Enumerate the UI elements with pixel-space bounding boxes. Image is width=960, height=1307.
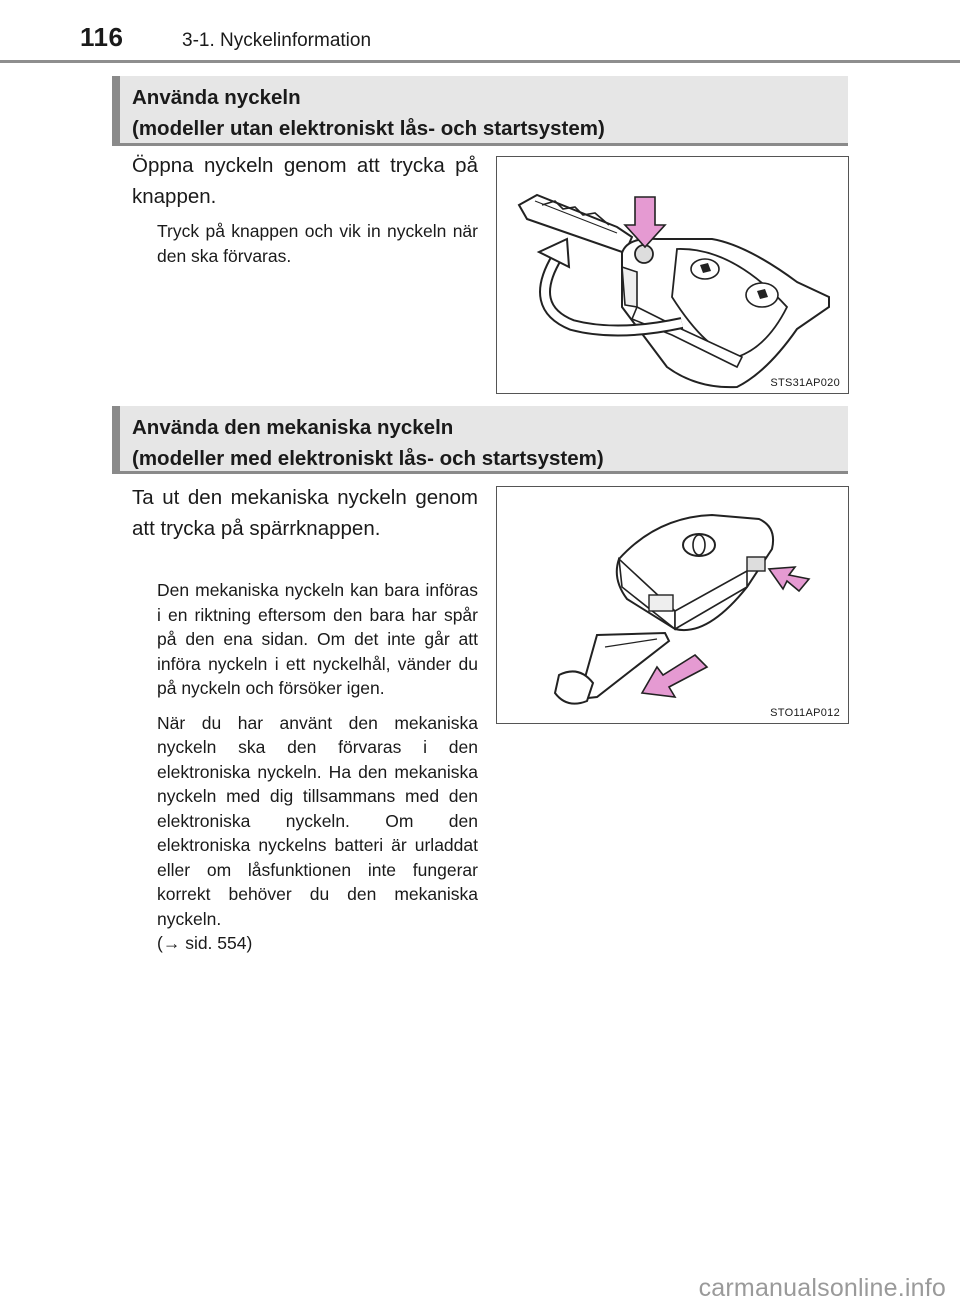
press-arrow-icon — [769, 567, 809, 591]
figure-fold-key — [496, 156, 849, 394]
section-heading-line2: (modeller med elektroniskt lås- och startsystem) — [132, 447, 604, 470]
pull-arrow-icon — [642, 655, 707, 697]
section-heading-use-key — [112, 76, 848, 146]
page-number: 116 — [80, 22, 124, 52]
section1-body: Tryck på knappen och vik in nyckeln när den ska förvaras. — [157, 221, 478, 266]
section1-lead: Öppna nyckeln genom att trycka på knappen. — [132, 154, 478, 208]
figure-code: STO11AP012 — [770, 707, 840, 719]
section2-lead: Ta ut den mekaniska nyckeln genom att trycka på spärrknappen. — [132, 486, 478, 540]
fold-key-illustration — [497, 157, 848, 393]
smart-key-illustration — [497, 487, 848, 723]
section2-paragraph-1: Den mekaniska nyckeln kan bara införas i en riktning eftersom den bara har spår på den ena sidan. Om det inte går att införa nyckeln i ett nyckelhål, vänder du på nyckeln och försöker igen. — [157, 580, 478, 698]
header-rule — [0, 60, 960, 63]
section2-paragraph-3: (→ sid. 554) — [157, 933, 253, 953]
section2-body — [157, 578, 478, 956]
section-heading-line1: Använda den mekaniska nyckeln — [132, 416, 454, 439]
figure-smart-key — [496, 486, 849, 724]
section-heading-line1: Använda nyckeln — [132, 86, 301, 109]
section-heading-mechanical-key — [112, 406, 848, 474]
section2-paragraph-2: När du har använt den mekaniska nyckeln ska den förvaras i den elektroniska nyckeln. Ha den mekaniska nyckeln med dig tillsammans med den elektroniska nyckeln. Om den elektroniska nyckelns batteri är urladdat eller om låsfunktionen inte fungerar korrekt behöver du den mekaniska nyckeln. — [157, 712, 478, 929]
chapter-title: 3-1. Nyckelinformation — [182, 30, 372, 51]
section-heading-line2: (modeller utan elektroniskt lås- och startsystem) — [132, 117, 605, 140]
watermark: carmanualsonline.info — [698, 1274, 946, 1302]
figure-code: STS31AP020 — [770, 377, 840, 389]
